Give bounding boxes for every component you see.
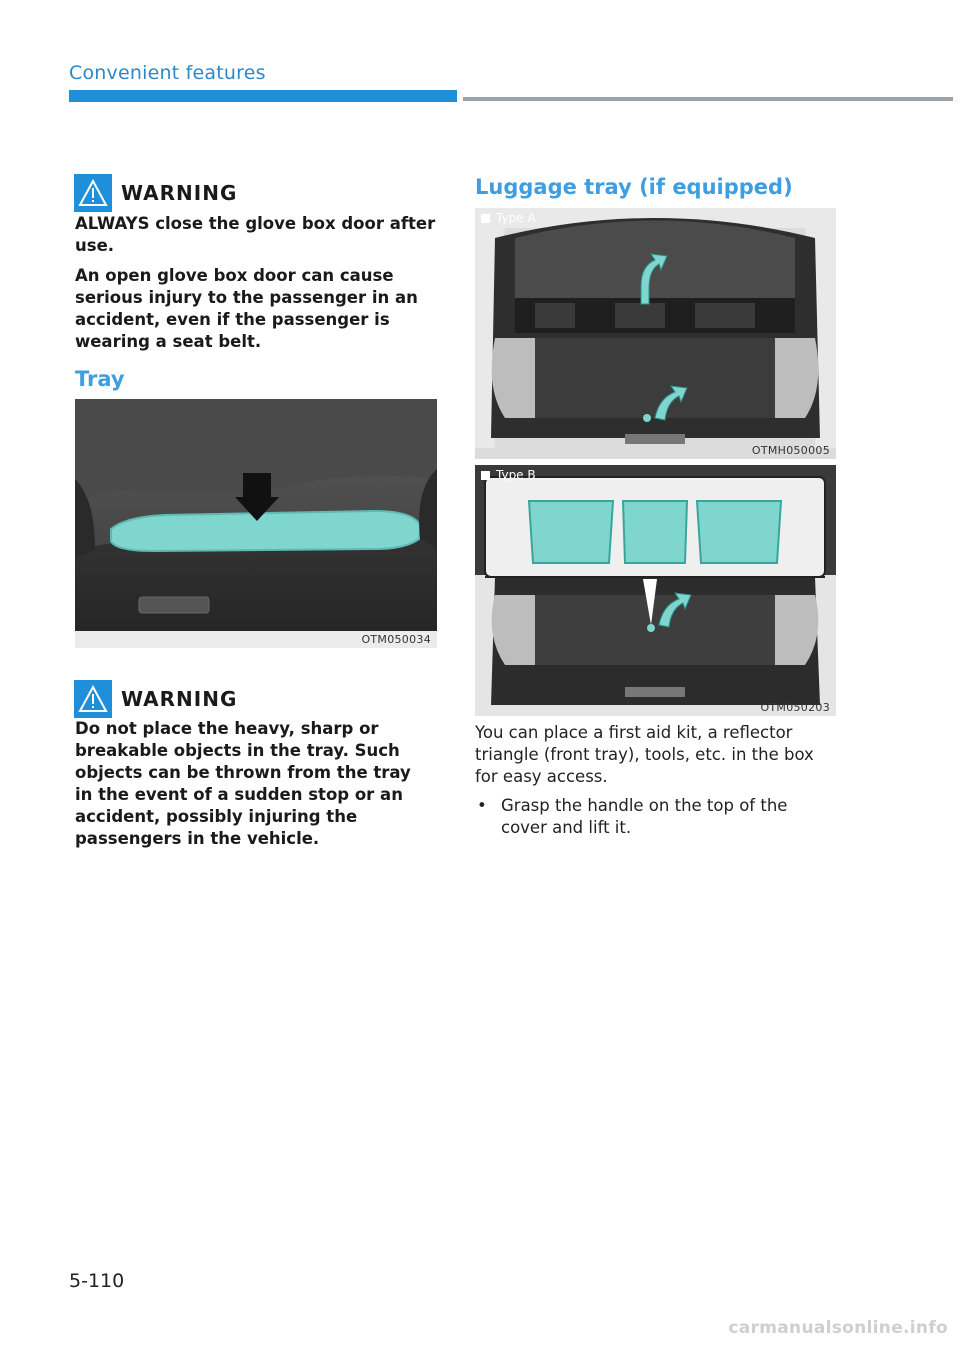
figure-code: OTM050034: [361, 633, 431, 646]
luggage-tray-type-b-illustration: [475, 465, 836, 716]
figure-type-label: [481, 211, 536, 225]
page-number: 5-110: [69, 1270, 125, 1292]
warning-triangle-icon: [74, 680, 112, 718]
warning-triangle-icon: [74, 174, 112, 212]
luggage-tray-type-a-illustration: [475, 208, 836, 459]
tray-figure: [75, 399, 437, 648]
warning-text-1: [75, 213, 440, 361]
watermark-text: carmanualsonline.info: [728, 1318, 948, 1338]
warning-paragraph: An open glove box door can cause serious injury to the passenger in an accident, even if the passenger is wearing a seat belt.: [75, 266, 418, 351]
type-label-text: Type A: [496, 211, 536, 225]
warning-heading-1: [74, 174, 237, 212]
figure-code: OTMH050005: [751, 444, 830, 457]
section-title: Convenient features: [69, 62, 266, 84]
type-label-text: Type B: [496, 468, 536, 482]
bullet-text: Grasp the handle on the top of the cover and lift it.: [501, 796, 788, 837]
figure-code: OTM050203: [760, 701, 830, 714]
warning-text-2: Do not place the heavy, sharp or breakable objects in the tray. Such objects can be thrown from the tray in the event of a sudden stop or an accident, possibly injuring the passengers in the vehicle.: [75, 719, 411, 848]
luggage-body-text: You can place a first aid kit, a reflector triangle (front tray), tools, etc. in the box for easy access.: [475, 723, 814, 786]
warning-title: WARNING: [121, 181, 238, 205]
figure-type-label: [481, 468, 536, 482]
header-bar-rule: [463, 97, 953, 101]
warning-paragraph: ALWAYS close the glove box door after use.: [75, 214, 436, 255]
warning-title: WARNING: [121, 687, 238, 711]
luggage-tray-heading: Luggage tray (if equipped): [475, 175, 793, 199]
tray-heading: Tray: [75, 367, 125, 391]
warning-heading-2: [74, 680, 237, 718]
glove-box-tray-illustration: [75, 399, 437, 631]
luggage-figure-type-a: [475, 208, 836, 459]
square-bullet-icon: [481, 214, 490, 223]
list-item: [477, 795, 827, 839]
bullet-dot-icon: •: [477, 796, 487, 815]
square-bullet-icon: [481, 471, 490, 480]
header-bar-accent: [69, 90, 457, 102]
luggage-figure-type-b: [475, 465, 836, 716]
